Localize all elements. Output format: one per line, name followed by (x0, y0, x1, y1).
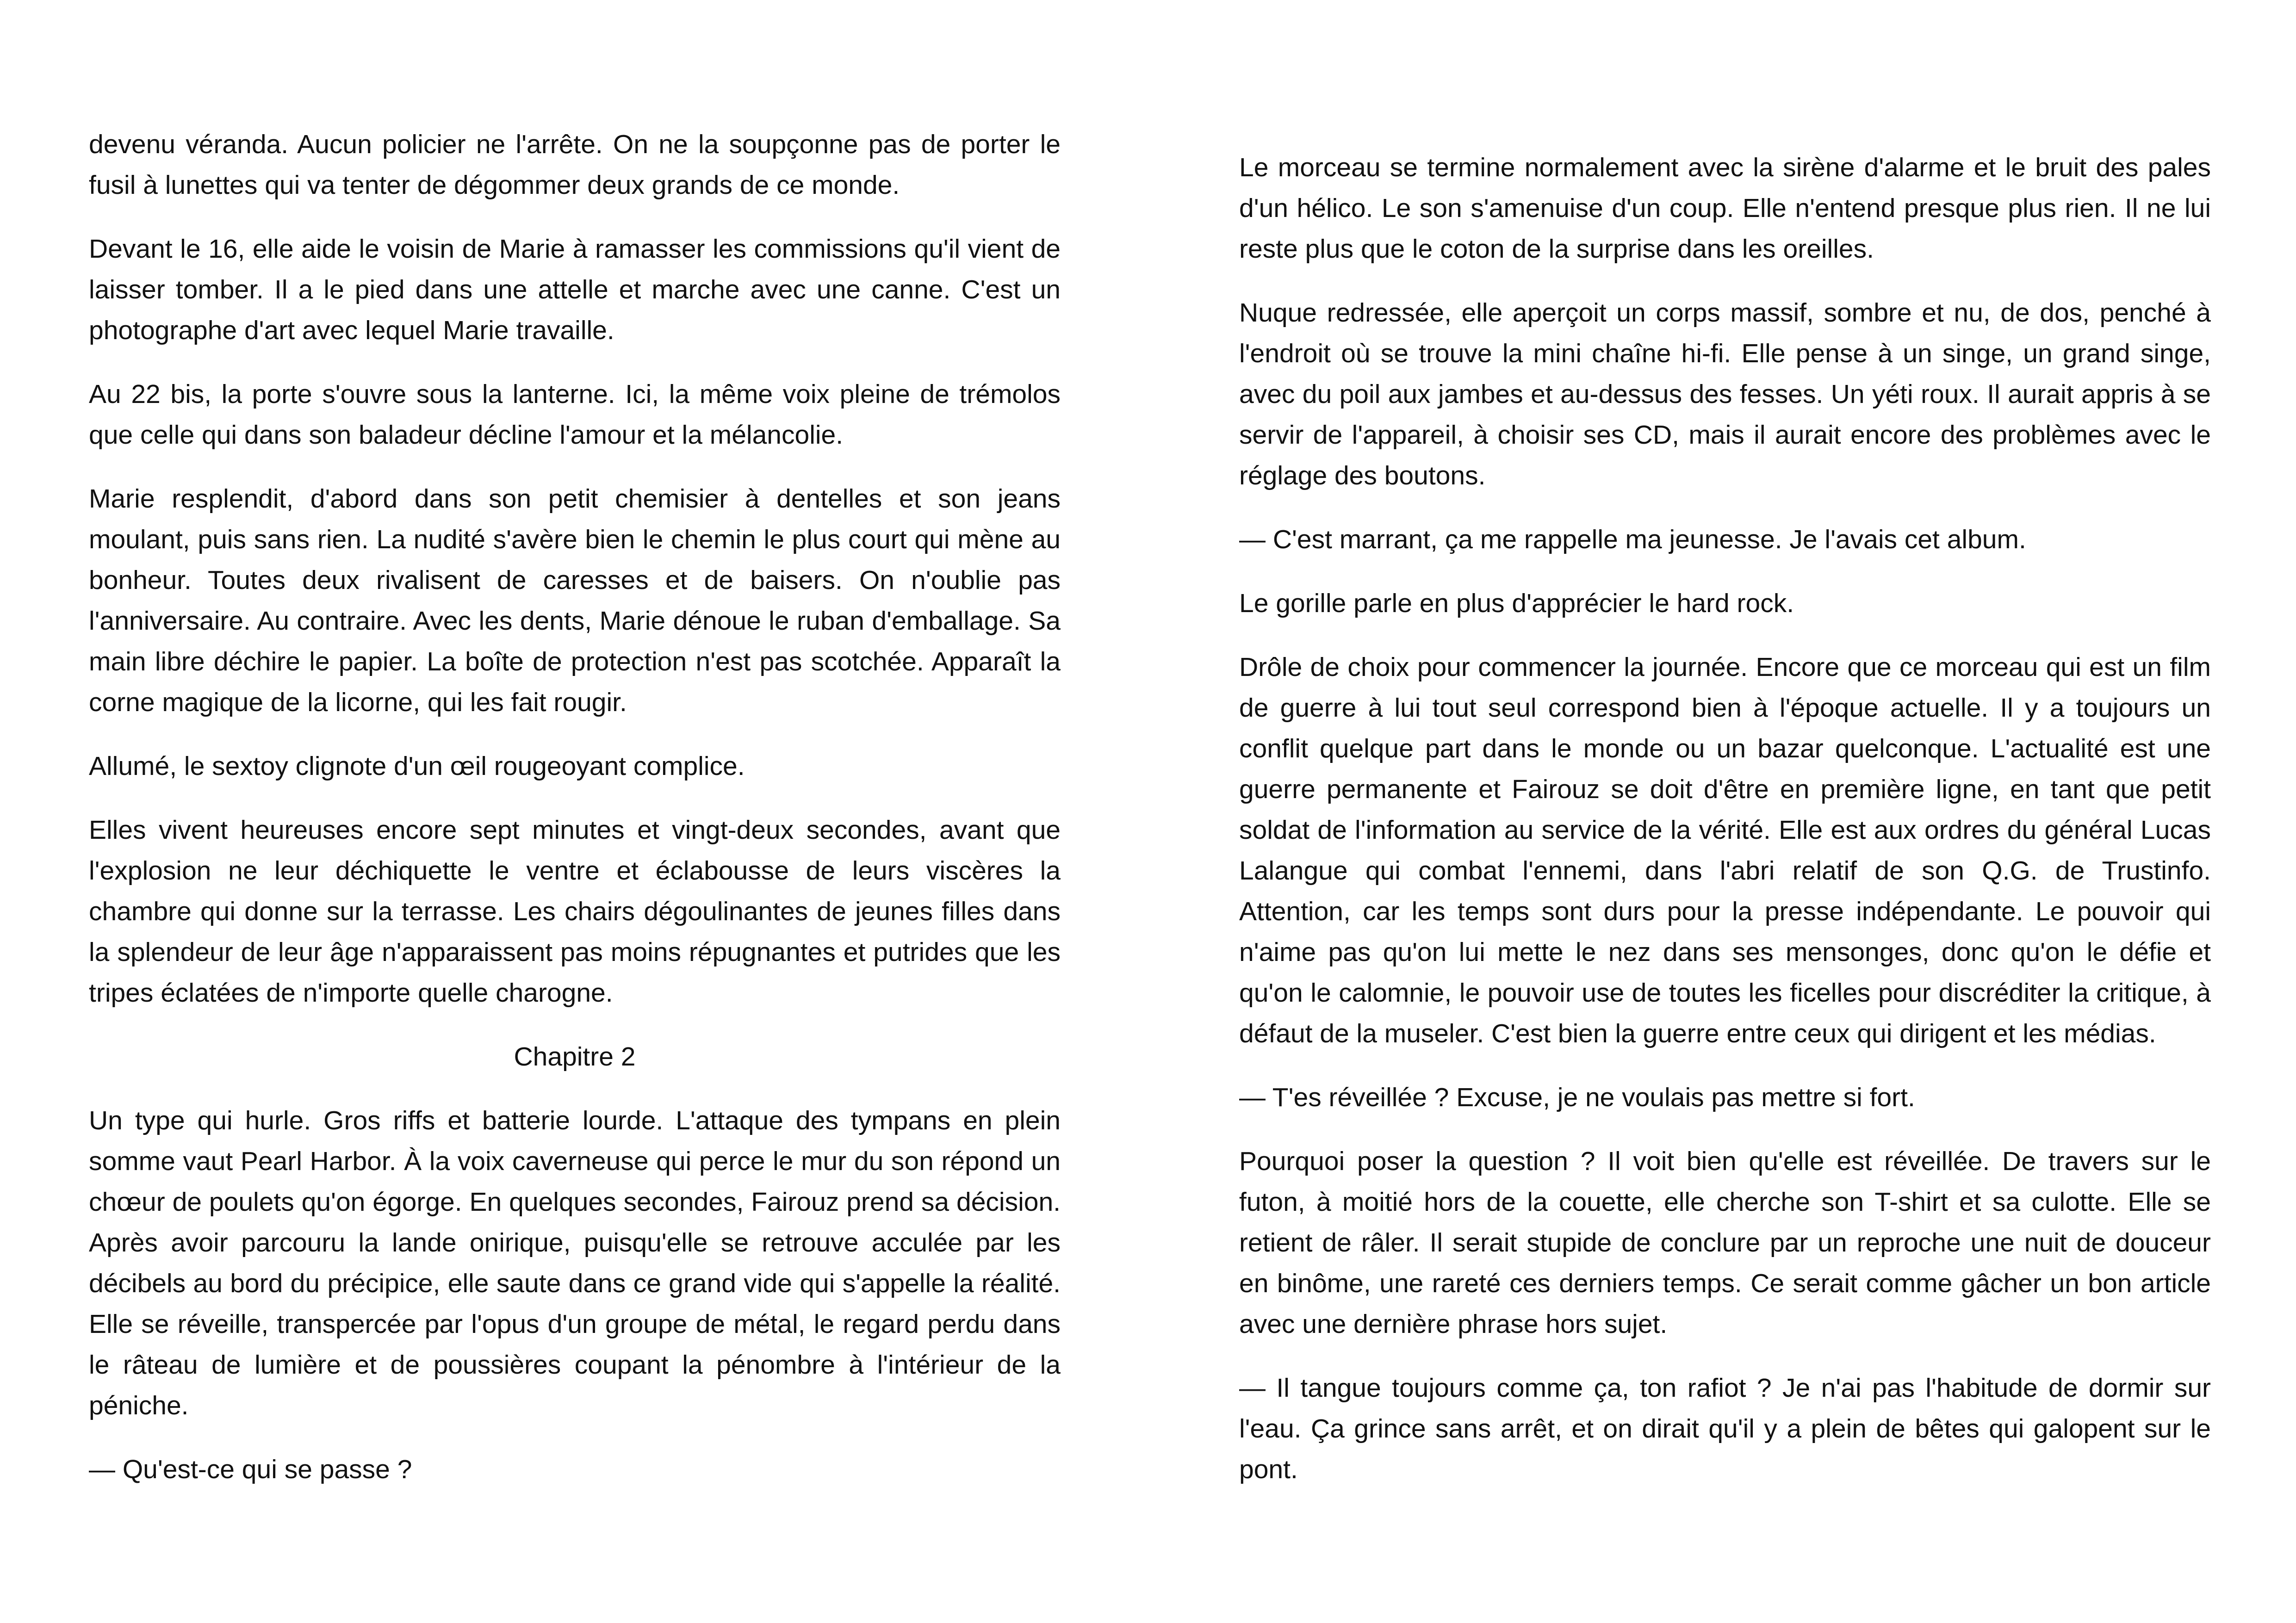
right-page (1239, 147, 2211, 1513)
left-page (89, 124, 1061, 1513)
paragraph: Le morceau se termine normalement avec la sirène d'alarme et le bruit des pales d'un hélico. Le son s'amenuise d'un coup. Elle n'entend presque plus rien. Il ne lui reste plus que le coton de la surprise dans les oreilles. (1239, 153, 2211, 264)
paragraph: Marie resplendit, d'abord dans son petit chemisier à dentelles et son jeans moulant, puis sans rien. La nudité s'avère bien le chemin le plus court qui mène au bonheur. Toutes deux rivalisent de caresses et de baisers. On n'oublie pas l'anniversaire. Au contraire. Avec les dents, Marie dénoue le ruban d'emballage. Sa main libre déchire le papier. La boîte de protection n'est pas scotchée. Apparaît la corne magique de la licorne, qui les fait rougir. (89, 484, 1061, 717)
paragraph: Allumé, le sextoy clignote d'un œil rougeoyant complice. (89, 751, 745, 781)
paragraph: devenu véranda. Aucun policier ne l'arrête. On ne la soupçonne pas de porter le fusil à lunettes qui va tenter de dégommer deux grands de ce monde. (89, 130, 1061, 200)
paragraph: Pourquoi poser la question ? Il voit bien qu'elle est réveillée. De travers sur le futon, à moitié hors de la couette, elle cherche son T-shirt et sa culotte. Elle se retient de râler. Il serait stupide de conclure par un reproche une nuit de douceur en binôme, une rareté ces derniers temps. Ce serait comme gâcher un bon article avec une dernière phrase hors sujet. (1239, 1146, 2211, 1339)
paragraph: Au 22 bis, la porte s'ouvre sous la lanterne. Ici, la même voix pleine de trémolos que celle qui dans son baladeur décline l'amour et la mélancolie. (89, 379, 1061, 450)
paragraph: Un type qui hurle. Gros riffs et batterie lourde. L'attaque des tympans en plein somme vaut Pearl Harbor. À la voix caverneuse qui perce le mur du son répond un chœur de poulets qu'on égorge. En quelques secondes, Fairouz prend sa décision. Après avoir parcouru la lande onirique, puisqu'elle se retrouve acculée par les décibels au bord du précipice, elle saute dans ce grand vide qui s'appelle la réalité. Elle se réveille, transpercée par l'opus d'un groupe de métal, le regard perdu dans le râteau de lumière et de poussières coupant la pénombre à l'intérieur de la péniche. (89, 1106, 1061, 1420)
paragraph: Elles vivent heureuses encore sept minutes et vingt-deux secondes, avant que l'explosion ne leur déchiquette le ventre et éclabousse de leurs viscères la chambre qui donne sur la terrasse. Les chairs dégoulinantes de jeunes filles dans la splendeur de leur âge n'apparaissent pas moins répugnantes et putrides que les tripes éclatées de n'importe quelle charogne. (89, 815, 1061, 1008)
paragraph: Devant le 16, elle aide le voisin de Marie à ramasser les commissions qu'il vient de laisser tomber. Il a le pied dans une attelle et marche avec une canne. C'est un photographe d'art avec lequel Marie travaille. (89, 234, 1061, 345)
dialogue-line: — Qu'est-ce qui se passe ? (89, 1455, 412, 1484)
dialogue-line: — T'es réveillée ? Excuse, je ne voulais pas mettre si fort. (1239, 1083, 1915, 1112)
chapter-heading: Chapitre 2 (514, 1042, 636, 1072)
paragraph: Drôle de choix pour commencer la journée. Encore que ce morceau qui est un film de guerre à lui tout seul correspond bien à l'époque actuelle. Il y a toujours un conflit quelque part dans le monde ou un bazar quelconque. L'actualité est une guerre permanente et Fairouz se doit d'être en première ligne, en tant que petit soldat de l'information au service de la vérité. Elle est aux ordres du général Lucas Lalangue qui combat l'ennemi, dans l'abri relatif de son Q.G. de Trustinfo. Attention, car les temps sont durs pour la presse indépendante. Le pouvoir qui n'aime pas qu'on lui mette le nez dans ses mensonges, donc qu'on le défie et qu'on le calomnie, le pouvoir use de toutes les ficelles pour discréditer la critique, à défaut de la museler. C'est bien la guerre entre ceux qui dirigent et les médias. (1239, 652, 2211, 1048)
dialogue-line: — Il tangue toujours comme ça, ton rafiot ? Je n'ai pas l'habitude de dormir sur l'eau. Ça grince sans arrêt, et on dirait qu'il y a plein de bêtes qui galopent sur le pont. (1239, 1373, 2211, 1484)
paragraph: Nuque redressée, elle aperçoit un corps massif, sombre et nu, de dos, penché à l'endroit où se trouve la mini chaîne hi-fi. Elle pense à un singe, un grand singe, avec du poil aux jambes et au-dessus des fesses. Un yéti roux. Il aurait appris à se servir de l'appareil, à choisir ses CD, mais il aurait encore des problèmes avec le réglage des boutons. (1239, 298, 2211, 490)
paragraph: Le gorille parle en plus d'apprécier le hard rock. (1239, 588, 1794, 618)
dialogue-line: — C'est marrant, ça me rappelle ma jeunesse. Je l'avais cet album. (1239, 525, 2026, 554)
